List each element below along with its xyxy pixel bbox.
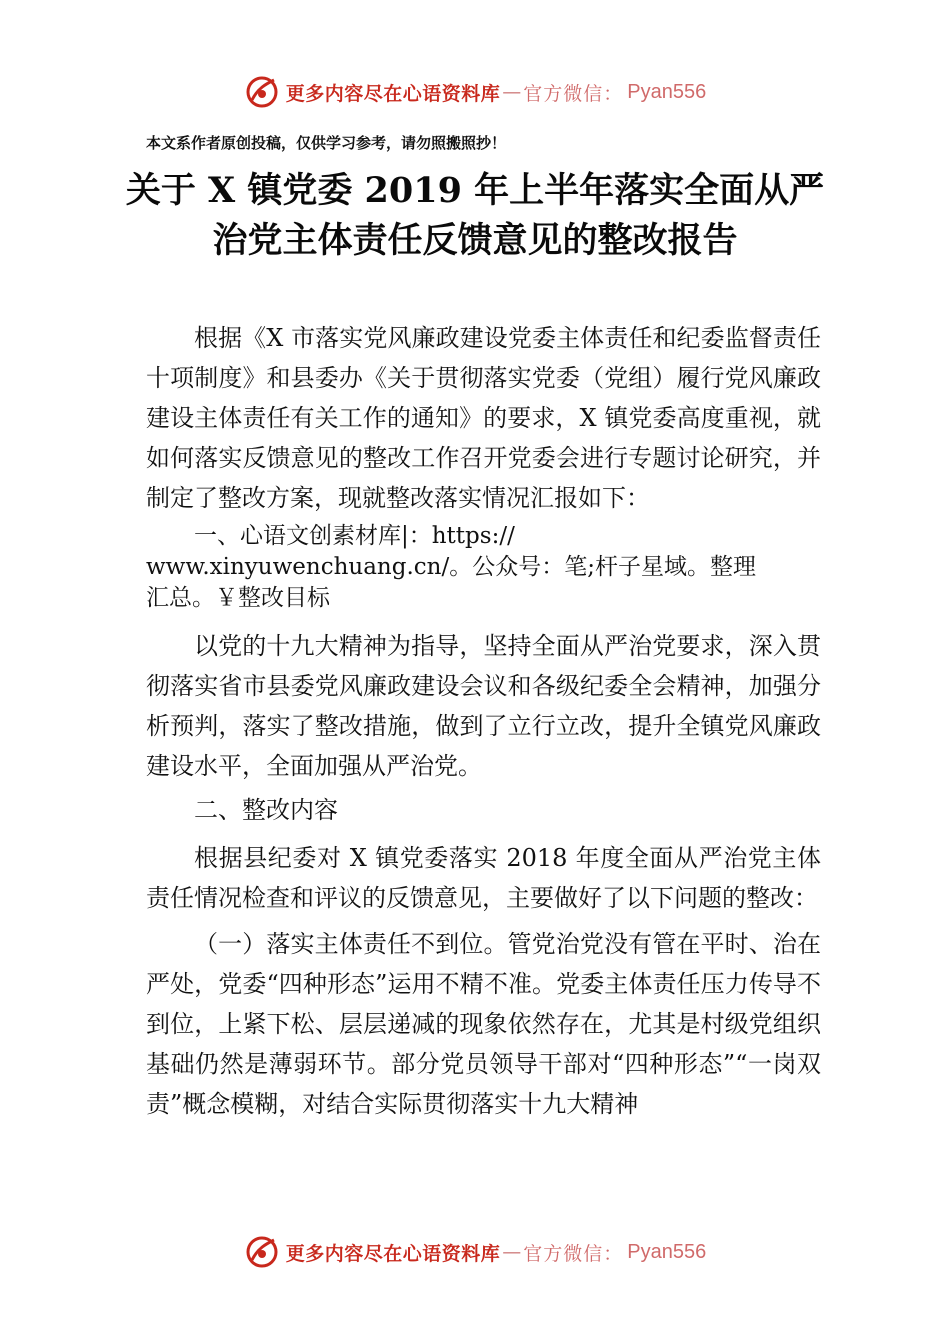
section-heading-1 bbox=[146, 521, 821, 614]
brand-logo-icon bbox=[244, 1234, 280, 1270]
section-1-line-3: 汇总。￥整改目标 bbox=[146, 585, 330, 611]
paragraph-intro: 根据《X 市落实党风廉政建设党委主体责任和纪委监督责任十项制度》和县委办《关于贯彻落实党委（党组）履行党风廉政建设主体责任有关工作的通知》的要求，X 镇党委高度重视，就如何落实反馈意见的整改工作召开党委会进行专题讨论研究，并制定了整改方案，现就整改落实情况汇报如下： bbox=[146, 324, 821, 512]
footer-banner-wechat-id: Pyan556 bbox=[627, 1240, 707, 1263]
banner-wechat-id: Pyan556 bbox=[627, 80, 707, 103]
document-body bbox=[146, 318, 821, 1124]
footer-banner-wechat-label: 官方微信： bbox=[523, 1242, 624, 1265]
title-line-2: 治党主体责任反馈意见的整改报告 bbox=[212, 220, 738, 261]
document-title bbox=[100, 166, 850, 266]
title-line-1: 关于 X 镇党委 2019 年上半年落实全面从严 bbox=[125, 170, 825, 211]
footer-banner-separator: — bbox=[502, 1241, 522, 1263]
banner-separator: — bbox=[502, 81, 522, 103]
banner-text: 更多内容尽在心语资料库 bbox=[285, 82, 501, 105]
section-1-line-1: 一、心语文创素材库|：https:// bbox=[194, 523, 515, 549]
section-1-line-2: www.xinyuwenchuang.cn/。公众号：笔;杆子星域。整理 bbox=[146, 554, 756, 580]
section-heading-2: 二、整改内容 bbox=[194, 796, 338, 824]
footer-banner bbox=[0, 1232, 950, 1272]
paragraph-feedback: 根据县纪委对 X 镇党委落实 2018 年度全面从严治党主体责任情况检查和评议的反馈意见，主要做好了以下问题的整改： bbox=[146, 844, 821, 912]
banner-wechat-label: 官方微信： bbox=[523, 82, 624, 105]
paragraph-issue-1: （一）落实主体责任不到位。管党治党没有管在平时、治在严处，党委“四种形态”运用不精不准。党委主体责任压力传导不到位，上紧下松、层层递减的现象依然存在，尤其是村级党组织基础仍然是薄弱环节。部分党员领导干部对“四种形态”“一岗双责”概念模糊，对结合实际贯彻落实十九大精神 bbox=[146, 930, 821, 1118]
brand-logo-icon bbox=[244, 74, 280, 110]
copyright-notice: 本文系作者原创投稿，仅供学习参考，请勿照搬照抄！ bbox=[146, 134, 507, 152]
paragraph-goals: 以党的十九大精神为指导，坚持全面从严治党要求，深入贯彻落实省市县委党风廉政建设会议和各级纪委全会精神，加强分析预判，落实了整改措施，做到了立行立改，提升全镇党风廉政建设水平，全面加强从严治党。 bbox=[146, 632, 821, 780]
footer-banner-text: 更多内容尽在心语资料库 bbox=[285, 1242, 501, 1265]
header-banner bbox=[0, 72, 950, 112]
